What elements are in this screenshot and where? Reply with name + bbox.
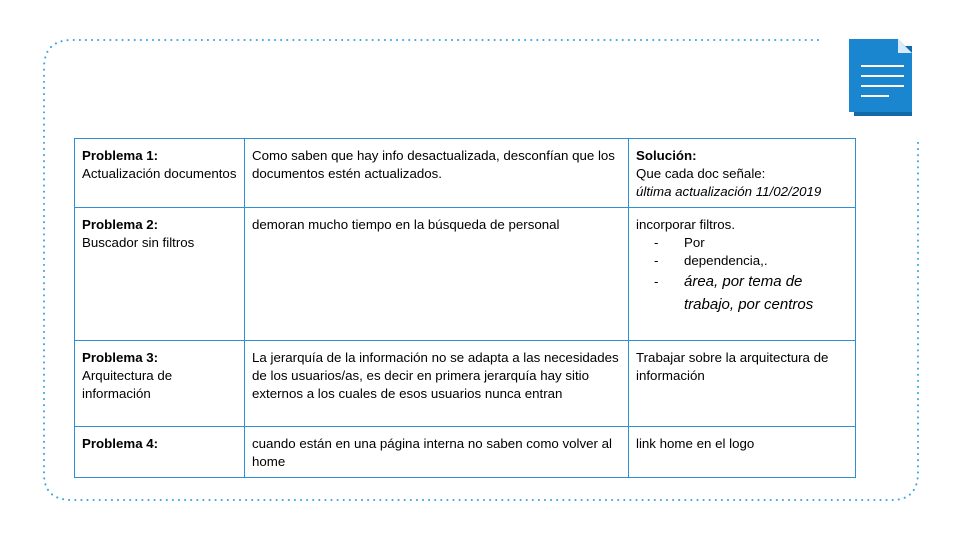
table-row — [75, 341, 856, 427]
detail-text: Como saben que hay info desactualizada, desconfían que los documentos estén actualizados. — [252, 148, 615, 181]
detail-cell — [245, 208, 629, 341]
problem-cell — [75, 341, 245, 427]
list-item: - dependencia,. — [654, 252, 848, 270]
problem-cell — [75, 208, 245, 341]
list-item: - Por — [654, 234, 848, 252]
detail-text: La jerarquía de la información no se adapta a las necesidades de los usuarios/as, es decir en primera jerarquía hay sitio externos a los cuales de esos usuarios nunca entran — [252, 350, 619, 401]
problem-title: Problema 3: — [82, 350, 159, 365]
detail-text: cuando están en una página interna no saben como volver al home — [252, 436, 613, 469]
detail-cell — [245, 427, 629, 478]
solution-cell — [629, 208, 856, 341]
problem-title: Problema 1: — [82, 148, 159, 163]
problem-desc: Arquitectura de información — [82, 368, 173, 401]
solution-text: Trabajar sobre la arquitectura de información — [636, 350, 829, 383]
problem-desc: Buscador sin filtros — [82, 235, 195, 250]
filter-options — [636, 234, 848, 316]
solution-italic: última actualización 11/02/2019 — [636, 184, 822, 199]
solution-cell — [629, 427, 856, 478]
problem-title: Problema 4: — [82, 436, 159, 451]
solution-title: Solución: — [636, 148, 697, 163]
solution-text: Que cada doc señale: — [636, 166, 766, 181]
detail-cell — [245, 139, 629, 208]
detail-text: demoran mucho tiempo en la búsqueda de personal — [252, 217, 560, 232]
detail-cell — [245, 341, 629, 427]
problem-cell — [75, 139, 245, 208]
problem-desc: Actualización documentos — [82, 166, 237, 181]
problem-cell — [75, 427, 245, 478]
table-row — [75, 139, 856, 208]
solution-cell — [629, 341, 856, 427]
solution-text: incorporar filtros. — [636, 217, 736, 232]
list-item: - área, por tema de trabajo, por centros — [654, 270, 848, 316]
problems-table — [74, 138, 856, 478]
solution-text: link home en el logo — [636, 436, 755, 451]
table-row — [75, 208, 856, 341]
table-row — [75, 427, 856, 478]
solution-cell — [629, 139, 856, 208]
problem-title: Problema 2: — [82, 217, 159, 232]
document-icon — [846, 36, 916, 118]
